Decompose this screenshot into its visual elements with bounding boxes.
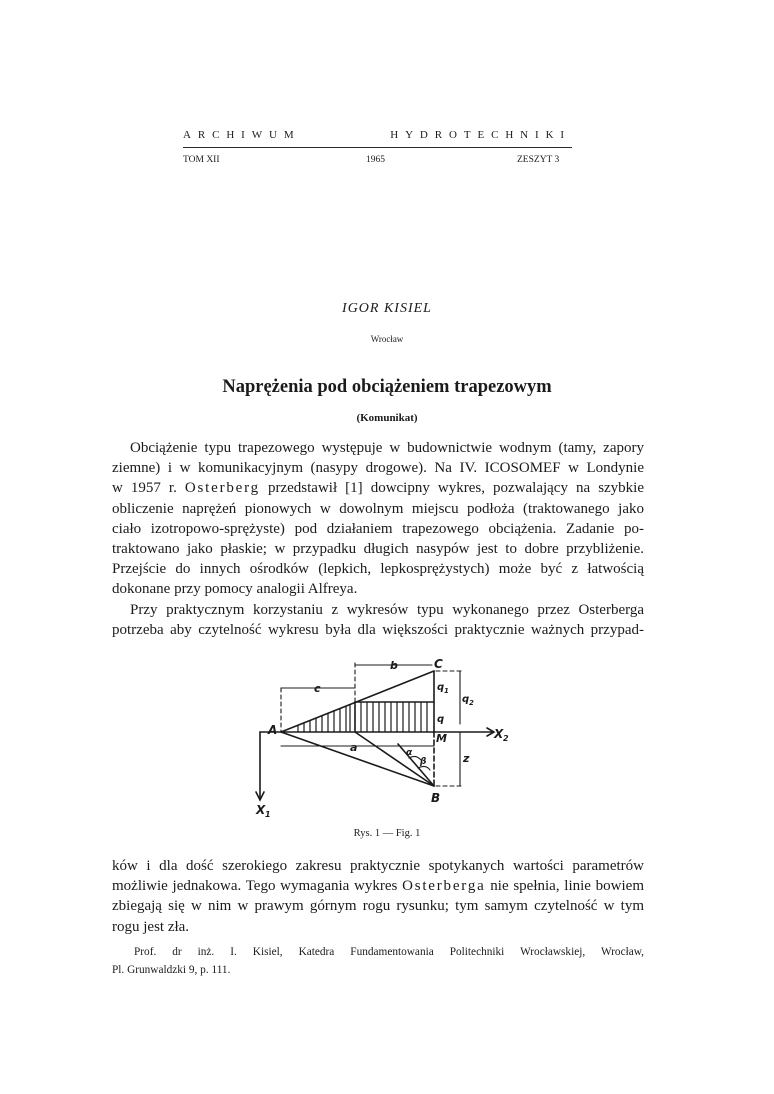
author-reference: Osterberg <box>184 480 260 497</box>
paragraph-line: ziemne) i w komunikacyjnym (nasypy drogowe). Na IV. ICOSOMEF w Londynie <box>112 460 644 477</box>
volume-number: TOM XII <box>183 155 220 165</box>
label-load-q2: q <box>462 694 470 705</box>
paragraph-line <box>112 876 644 896</box>
author-affiliation: Wrocław <box>370 334 404 344</box>
paragraph-line: Przy praktycznym korzystaniu z wykresów typu wykonanego przez Osterberga <box>130 602 644 618</box>
label-point-b: B <box>431 791 441 805</box>
label-load-q1-subscript: 1 <box>444 687 449 695</box>
header-rule <box>183 147 572 148</box>
paragraph-2 <box>112 600 644 640</box>
paragraph-3 <box>112 856 644 937</box>
paragraph-line: Obciążenie typu trapezowego występuje w budownictwie wodnym (tamy, zapory <box>130 440 644 456</box>
figure-caption: Rys. 1 — Fig. 1 <box>353 828 421 839</box>
article-subtitle: (Komunikat) <box>356 412 418 424</box>
text-run: nie spełnia, linie bowiem <box>485 878 644 895</box>
label-load-q1: q <box>437 682 445 693</box>
label-dimension-a: a <box>350 741 358 754</box>
article-title: Naprężenia pod obciążeniem trapezowym <box>222 377 552 397</box>
paragraph-line: Przejście do innych ośrodków (lepkich, lepkosprężystych) może być z łatwością <box>112 561 644 578</box>
publication-year: 1965 <box>366 155 385 165</box>
trapezoidal-load-diagram <box>238 658 528 826</box>
label-dimension-b: b <box>390 659 398 672</box>
paragraph-line: dokonane przy pomocy analogii Alfreya. <box>112 581 358 598</box>
issue-number: ZESZYT 3 <box>517 155 560 165</box>
author-name: IGOR KISIEL <box>342 301 432 316</box>
paragraph-line: potrzeba aby czytelność wykresu była dla większości praktycznie ważnych przypad- <box>112 622 644 639</box>
paragraph-line <box>112 478 644 498</box>
footnote-line: Pl. Grunwaldzki 9, p. 111. <box>112 963 231 976</box>
label-load-q: q <box>437 714 445 725</box>
author-reference: Osterberga <box>402 878 486 895</box>
paragraph-line: ków i dla dość szerokiego zakresu praktycznie spotykanych wartości parametrów <box>112 858 644 874</box>
label-point-c: C <box>434 658 443 671</box>
label-axis-x2: X <box>494 727 504 741</box>
label-load-q2-subscript: 2 <box>469 699 474 707</box>
paragraph-line: zbiegają się w nim w prawym górnym rogu rysunku; tym samym czytelność w tym <box>112 898 644 915</box>
paragraph-line: ciało izotropowo-sprężyste) pod działaniem trapezowego obciążenia. Zadanie po- <box>112 520 644 537</box>
paragraph-line: traktowano jako płaskie; w przypadku długich nasypów jest to dobre przybliżenie. <box>112 541 644 558</box>
label-angle-alpha: α <box>406 748 413 758</box>
paragraph-line: rogu jest zła. <box>112 918 190 935</box>
label-depth-z: z <box>463 752 470 765</box>
label-axis-x2-subscript: 2 <box>503 734 509 743</box>
journal-name: ARCHIWUM HYDROTECHNIKI <box>183 129 571 141</box>
label-point-m: M <box>436 732 447 745</box>
label-axis-x1: X <box>256 803 266 817</box>
label-angle-beta: β <box>420 757 427 767</box>
label-point-a: A <box>268 723 278 737</box>
paragraph-1 <box>112 438 644 600</box>
text-run: przedstawił [1] dowcipny wykres, pozwalający na szybkie <box>259 480 645 497</box>
footnote-line: Prof. dr inż. I. Kisiel, Katedra Fundamentowania Politechniki Wrocławskiej, Wrocław, <box>134 946 644 958</box>
text-run: w 1957 r. <box>112 480 185 497</box>
label-axis-x1-subscript: 1 <box>265 810 271 819</box>
label-dimension-c: c <box>314 682 321 695</box>
paragraph-line: obliczenie naprężeń pionowych w dowolnym miejscu podłoża (traktowanego jako <box>112 500 644 517</box>
text-run: możliwie jednakowa. Tego wymagania wykres <box>112 878 403 895</box>
footnote <box>112 944 644 979</box>
